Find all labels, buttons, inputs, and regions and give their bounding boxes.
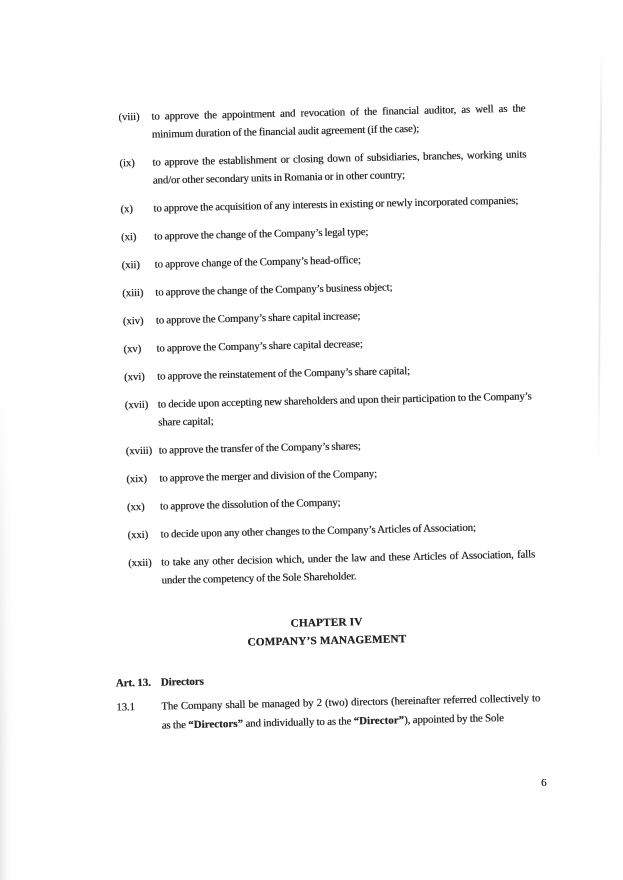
page-number: 6 bbox=[541, 777, 547, 789]
list-item-number: (xviii) bbox=[125, 444, 153, 458]
document-body bbox=[103, 99, 541, 736]
list-item-text: to approve the acquisition of any interests in existing or newly incorporated companies; bbox=[153, 194, 519, 215]
list-item bbox=[124, 387, 534, 432]
list-item-number: (xiii) bbox=[122, 286, 144, 300]
scan-edge-shadow-left bbox=[0, 380, 12, 880]
clause-defined-term: “Directors” bbox=[188, 717, 244, 731]
list-item-number: (xvi) bbox=[123, 370, 145, 384]
clause-text-part: and individually to as the bbox=[242, 715, 354, 730]
clause-text-part: The Company shall be managed by 2 (two) directors (hereinafter referred collectively to as the bbox=[161, 692, 541, 732]
chapter-subtitle: COMPANY’S MANAGEMENT bbox=[247, 633, 407, 649]
list-item-number: (xxii) bbox=[127, 556, 152, 570]
list-item-number: (x) bbox=[120, 203, 133, 216]
list-item bbox=[120, 191, 529, 218]
list-item-number: (xii) bbox=[121, 258, 140, 272]
clause-text-part: ), appointed by the Sole bbox=[403, 712, 504, 727]
list-item-text: to approve the reinstatement of the Company’s share capital; bbox=[156, 365, 410, 383]
list-item-number: (xi) bbox=[120, 231, 137, 244]
list-item bbox=[122, 275, 531, 302]
list-item-text: to take any other decision which, under the law and these Articles of Association, falls under the competency of the Sole Shareholder. bbox=[160, 548, 536, 587]
provisions-list bbox=[103, 99, 537, 590]
list-item-number: (ix) bbox=[119, 157, 135, 170]
scan-edge-shadow-right bbox=[598, 45, 603, 465]
list-item bbox=[123, 303, 532, 330]
list-item-number: (viii) bbox=[118, 110, 140, 124]
list-item bbox=[124, 359, 533, 386]
list-item-text: to approve the Company’s share capital decrease; bbox=[156, 338, 363, 355]
list-item-text: to approve change of the Company’s head-office; bbox=[154, 254, 361, 271]
clause-13-1 bbox=[116, 689, 541, 736]
list-item bbox=[121, 219, 530, 246]
article-title: Directors bbox=[160, 675, 204, 689]
article-heading bbox=[116, 665, 540, 692]
clause-defined-term: “Director” bbox=[353, 714, 405, 728]
list-item bbox=[125, 433, 534, 460]
list-item bbox=[126, 461, 535, 488]
chapter-title: CHAPTER IV bbox=[290, 616, 363, 630]
clause-text bbox=[161, 689, 541, 735]
list-item-text: to decide upon accepting new shareholders and upon their participation to the Company’s share capital; bbox=[157, 390, 532, 429]
list-item-text: to approve the change of the Company’s legal type; bbox=[153, 225, 369, 243]
list-item-text: to approve the establishment or closing down of subsidiaries, branches, working units and/or other secondary units in Romania or in other country; bbox=[152, 148, 527, 187]
list-item-text: to decide upon any other changes to the Company’s Articles of Association; bbox=[160, 521, 476, 541]
list-item-text: to approve the change of the Company’s business object; bbox=[155, 281, 393, 299]
list-item-text: to approve the appointment and revocation of the financial auditor, as well as the minimum duration of the financial audit agreement (if the case); bbox=[151, 102, 526, 141]
clause-number: 13.1 bbox=[116, 701, 135, 714]
list-item-number: (xx) bbox=[126, 500, 145, 514]
list-item-number: (xix) bbox=[126, 472, 147, 486]
list-item-number: (xvii) bbox=[124, 398, 149, 412]
list-item bbox=[118, 99, 528, 144]
list-item bbox=[119, 145, 529, 190]
list-item-text: to approve the merger and division of the Company; bbox=[159, 467, 378, 485]
chapter-heading bbox=[114, 609, 539, 654]
list-item-number: (xv) bbox=[123, 342, 142, 356]
list-item bbox=[121, 247, 530, 274]
list-item bbox=[128, 545, 538, 590]
list-item bbox=[127, 489, 536, 516]
list-item-text: to approve the Company’s share capital increase; bbox=[155, 310, 361, 327]
list-item bbox=[123, 331, 532, 358]
list-item-text: to approve the transfer of the Company’s shares; bbox=[158, 440, 361, 457]
list-item bbox=[127, 517, 536, 544]
article-label: Art. 13. bbox=[115, 676, 151, 690]
list-item-number: (xiv) bbox=[122, 314, 144, 328]
list-item-number: (xxi) bbox=[127, 528, 149, 542]
list-item-text: to approve the dissolution of the Company; bbox=[159, 496, 341, 513]
